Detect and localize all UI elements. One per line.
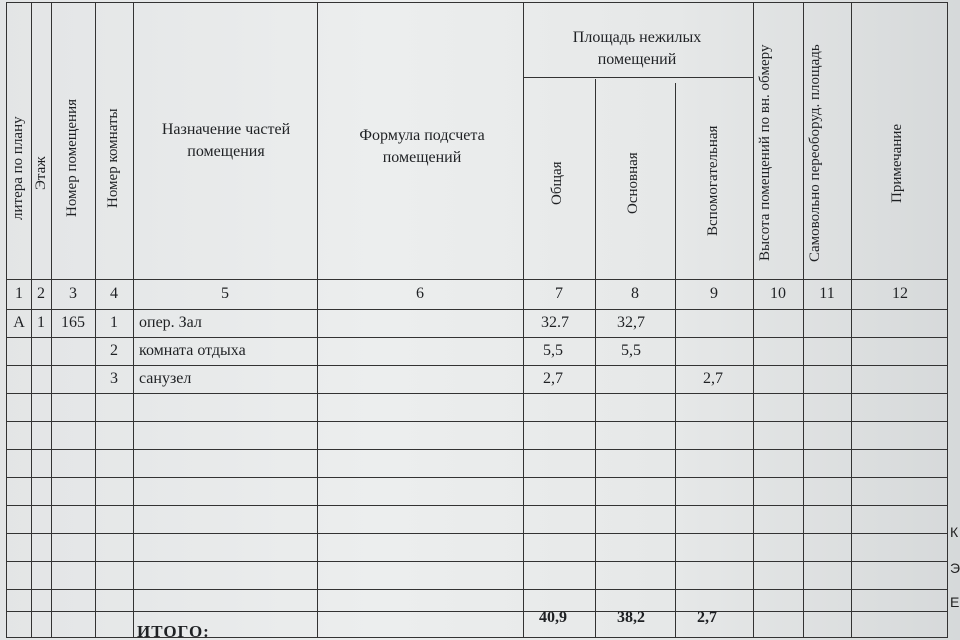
row-line — [7, 449, 948, 450]
col-divider — [133, 3, 134, 638]
header-height-text: Высота помещений по вн. обмеру — [757, 44, 773, 262]
totals-main: 38,2 — [617, 609, 645, 626]
col-divider — [803, 3, 804, 638]
header-premise-number: Номер помещения — [64, 99, 80, 218]
area-group-divider — [523, 77, 753, 78]
row-line — [7, 589, 948, 590]
area-table — [6, 2, 948, 638]
header-unauthorized-area — [807, 33, 849, 273]
header-total-area: Общая — [549, 161, 565, 205]
cell-aux: 2,7 — [703, 370, 723, 387]
col-divider — [675, 83, 676, 638]
cell-floor: 1 — [37, 314, 45, 331]
col-number: 1 — [15, 285, 23, 302]
totals-label: ИТОГО: — [137, 622, 210, 638]
row-line — [7, 477, 948, 478]
totals-total: 40,9 — [539, 609, 567, 626]
col-number: 10 — [770, 285, 786, 302]
header-main-area: Основная — [625, 152, 641, 214]
cell-purpose: опер. Зал — [139, 314, 202, 331]
cell-total: 32.7 — [541, 314, 569, 331]
header-unauthorized-text: Самовольно переоборуд. площадь — [807, 44, 823, 262]
header-bottom-line — [7, 279, 948, 280]
col-number: 7 — [555, 285, 563, 302]
row-line — [7, 365, 948, 366]
header-litera: литера по плану — [10, 116, 26, 220]
cell-total: 2,7 — [543, 370, 563, 387]
cell-room: 3 — [110, 370, 118, 387]
header-purpose: Назначение частей помещения — [161, 121, 291, 160]
row-line — [7, 421, 948, 422]
col-number: 5 — [221, 285, 229, 302]
cell-room: 1 — [110, 314, 118, 331]
header-note: Примечание — [889, 123, 905, 203]
row-line — [7, 561, 948, 562]
col-divider — [317, 3, 318, 638]
col-number: 8 — [631, 285, 639, 302]
col-number: 6 — [416, 285, 424, 302]
row-line — [7, 337, 948, 338]
margin-mark: К — [950, 524, 959, 540]
margin-mark: Е — [950, 594, 960, 610]
col-divider — [851, 3, 852, 638]
row-line — [7, 505, 948, 506]
numbers-bottom-line — [7, 309, 948, 310]
row-line — [7, 393, 948, 394]
header-floor: Этаж — [33, 156, 49, 190]
header-aux-area: Вспомогательная — [705, 125, 721, 237]
cell-main: 32,7 — [617, 314, 645, 331]
col-divider — [753, 3, 754, 638]
col-divider — [595, 79, 596, 638]
col-divider — [523, 3, 524, 638]
margin-mark: Э — [950, 560, 960, 576]
header-formula: Формула подсчета помещений — [359, 127, 485, 166]
col-number: 9 — [710, 285, 718, 302]
row-line — [7, 533, 948, 534]
col-number: 2 — [37, 285, 45, 302]
cell-litera: А — [13, 314, 25, 331]
cell-purpose: комната отдыха — [139, 342, 246, 359]
totals-top-line — [7, 611, 948, 612]
cell-room: 2 — [110, 342, 118, 359]
col-number: 11 — [819, 285, 835, 302]
header-height — [757, 33, 799, 273]
col-number: 3 — [69, 285, 77, 302]
header-room-number: Номер комнаты — [105, 108, 121, 208]
cell-total: 5,5 — [543, 342, 563, 359]
col-number: 4 — [110, 285, 118, 302]
totals-aux: 2,7 — [697, 609, 717, 626]
col-number: 12 — [892, 285, 908, 302]
cell-main: 5,5 — [621, 342, 641, 359]
cell-purpose: санузел — [139, 370, 192, 387]
cell-premise: 165 — [61, 314, 85, 331]
header-area-group: Площадь нежилых помещений — [572, 29, 702, 68]
